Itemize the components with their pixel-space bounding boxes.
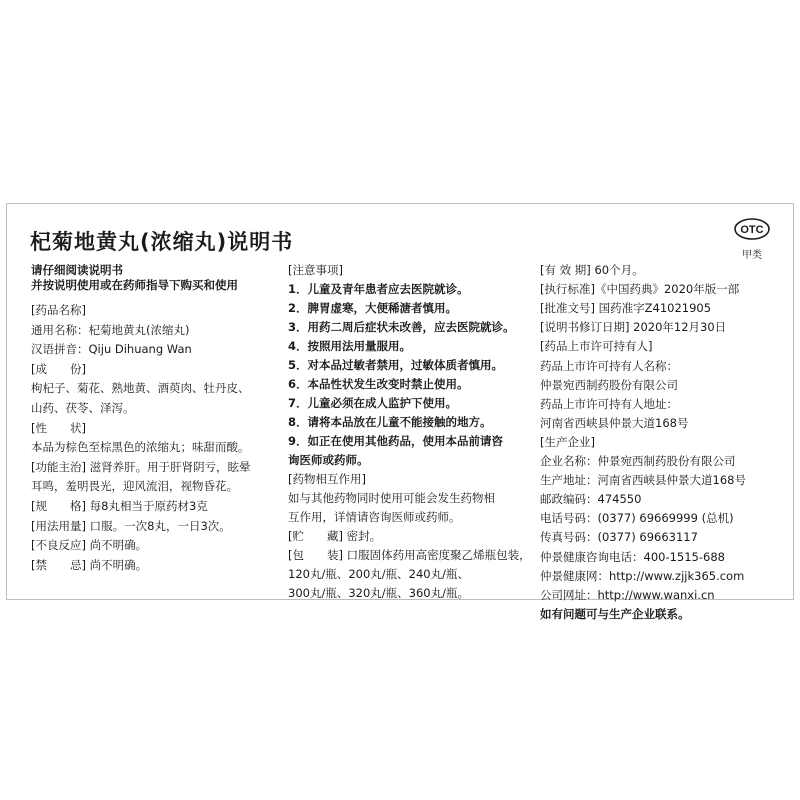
right-col-line: 电话号码：(0377) 69669999 (总机) [540,511,734,526]
right-col-line: [执行标准]《中国药典》2020年版一部 [540,282,740,297]
mid-col-line: 1．儿童及青年患者应去医院就诊。 [288,282,469,296]
mid-col-line: 4．按照用法用量服用。 [288,339,412,353]
right-col-line: 药品上市许可持有人地址： [540,396,678,411]
right-col-line: [有 效 期] 60个月。 [540,263,644,277]
left-col-line: [禁 忌] 尚不明确。 [31,557,148,572]
right-col-line: 仲景健康咨询电话：400-1515-688 [540,549,725,564]
mid-col-line: [包 装] 口服固体药用高密度聚乙烯瓶包装， [288,548,531,562]
left-col-line: [性 状] [31,420,86,435]
mid-col-line: 9．如正在使用其他药品，使用本品前请咨 [288,434,503,448]
mid-col-line: [注意事项] [288,263,343,277]
right-col-line: [批准文号] 国药准字Z41021905 [540,301,712,316]
right-col-line: 邮政编码：474550 [540,492,642,507]
document-title: 杞菊地黄丸(浓缩丸)说明书 [30,230,294,254]
right-col-line: 仲景健康网：http://www.zjjk365.com [540,568,745,583]
notice-line: 请仔细阅读说明书 [31,263,123,277]
mid-col-line: 3．用药二周后症状未改善，应去医院就诊。 [288,320,515,334]
mid-col-line: 120丸/瓶、200丸/瓶、240丸/瓶、 [288,567,469,581]
right-col-line: 企业名称：仲景宛西制药股份有限公司 [540,454,736,468]
mid-col-line: 互作用，详情请咨询医师或药师。 [288,510,461,524]
left-col-line: 本品为棕色至棕黑色的浓缩丸；味甜而酸。 [31,440,250,455]
right-col-line: 生产地址：河南省西峡县仲景大道168号 [540,473,746,488]
otc-logo [734,211,770,247]
right-col-line: 传真号码：(0377) 69663117 [540,530,698,545]
left-col-line: 耳鸣，羞明畏光，迎风流泪，视物昏花。 [31,479,238,494]
left-col-line: [规 格] 每8丸相当于原药材3克 [31,499,208,513]
right-col-line: [生产企业] [540,434,595,449]
mid-col-line: 询医师或药师。 [288,453,369,467]
left-col-line: [用法用量] 口服。一次8丸，一日3次。 [31,518,231,533]
left-col-line: 山药、茯苓、泽泻。 [31,401,135,415]
otc-badge-text: OTC [740,224,764,236]
right-col-line: [说明书修订日期] 2020年12月30日 [540,320,727,335]
left-col-line: 枸杞子、菊花、熟地黄、酒萸肉、牡丹皮、 [31,381,250,396]
right-col-line: 公司网址：http://www.wanxi.cn [540,587,715,602]
mid-col-line: 8．请将本品放在儿童不能接触的地方。 [288,415,492,429]
right-col-line: [药品上市许可持有人] [540,339,653,354]
mid-col-line: 300丸/瓶、320丸/瓶、360丸/瓶。 [288,586,469,600]
right-col-line: 药品上市许可持有人名称： [540,358,678,373]
left-col-line: [成 份] [31,361,86,376]
left-col-line: [不良反应] 尚不明确。 [31,538,148,553]
notice-line: 并按说明使用或在药师指导下购买和使用 [31,278,238,292]
left-col-line: [功能主治] 滋肾养肝。用于肝肾阴亏，眩晕 [31,459,251,474]
left-col-line: 汉语拼音：Qiju Dihuang Wan [31,342,192,357]
mid-col-line: [药物相互作用] [288,472,366,486]
right-col-line: 如有问题可与生产企业联系。 [540,606,690,621]
otc-class-label: 甲类 [742,250,762,261]
mid-col-line: [贮 藏] 密封。 [288,529,382,543]
mid-col-line: 7．儿童必须在成人监护下使用。 [288,396,457,410]
mid-col-line: 2．脾胃虚寒，大便稀溏者慎用。 [288,301,457,315]
mid-col-line: 5．对本品过敏者禁用，过敏体质者慎用。 [288,358,503,372]
right-col-line: 仲景宛西制药股份有限公司 [540,377,678,392]
left-col-line: [药品名称] [31,303,86,317]
right-col-line: 河南省西峡县仲景大道168号 [540,415,689,430]
mid-col-line: 如与其他药物同时使用可能会发生药物相 [288,491,495,505]
left-col-line: 通用名称：杞菊地黄丸(浓缩丸) [31,322,190,337]
mid-col-line: 6．本品性状发生改变时禁止使用。 [288,377,469,391]
